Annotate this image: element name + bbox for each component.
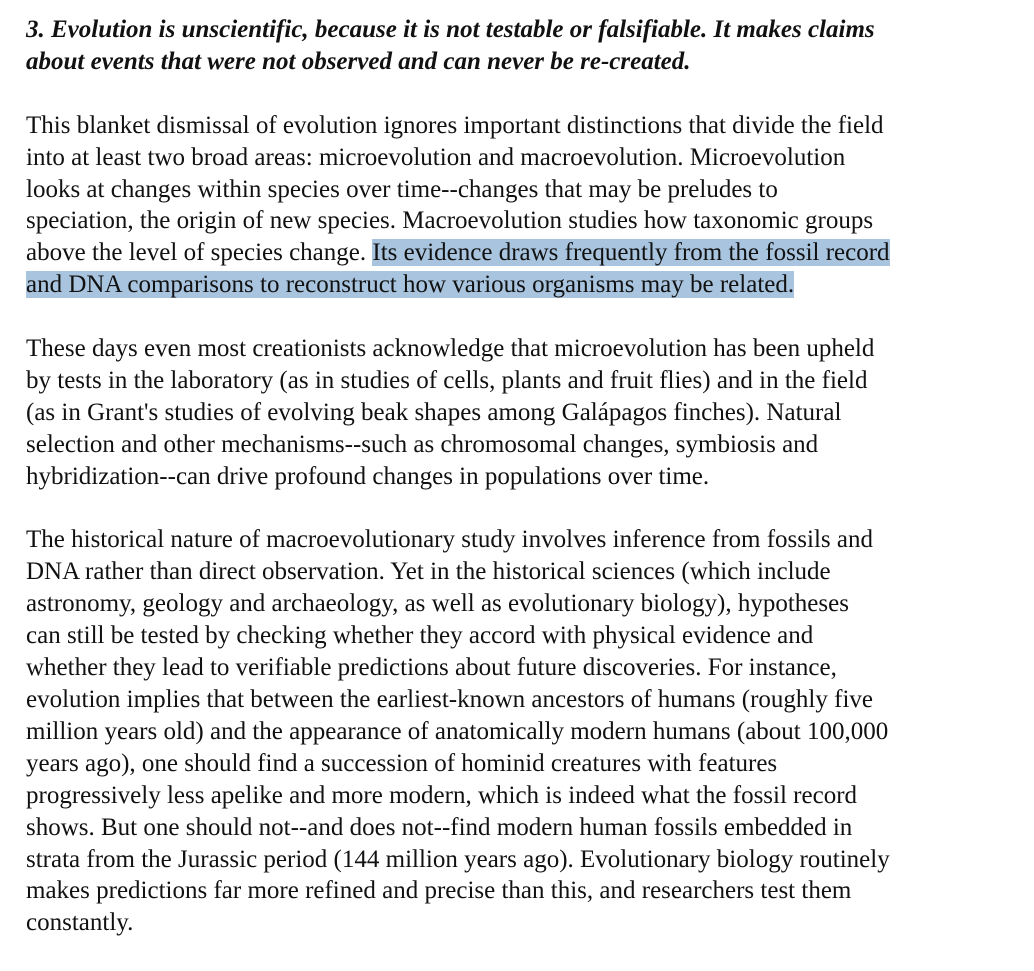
text-line: DNA rather than direct observation. Yet in the historical sciences (which include: [26, 558, 831, 586]
text-line: evolution implies that between the earliest-known ancestors of humans (roughly five: [26, 685, 873, 713]
heading-line: about events that were not observed and can never be re-created.: [26, 47, 691, 75]
text-line: speciation, the origin of new species. Macroevolution studies how taxonomic groups: [26, 207, 874, 235]
text-line: These days even most creationists acknowledge that microevolution has been upheld: [26, 335, 875, 363]
text-line: strata from the Jurassic period (144 million years ago). Evolutionary biology routinely: [26, 845, 890, 873]
text-line: constantly.: [26, 909, 134, 937]
text-line: progressively less apelike and more modern, which is indeed what the fossil record: [26, 781, 858, 809]
text-line: selection and other mechanisms--such as chromosomal changes, symbiosis and: [26, 430, 819, 458]
text-line: [26, 269, 1011, 301]
text-line: can still be tested by checking whether they accord with physical evidence and: [26, 622, 814, 650]
text-line: (as in Grant's studies of evolving beak shapes among Galápagos finches). Natural: [26, 398, 842, 426]
paragraph-creationists: [26, 333, 1011, 493]
selected-text-highlight[interactable]: and DNA comparisons to reconstruct how various organisms may be related.: [26, 271, 795, 299]
text-line: This blanket dismissal of evolution ignores important distinctions that divide the field: [26, 111, 884, 139]
text-line: astronomy, geology and archaeology, as well as evolutionary biology), hypotheses: [26, 590, 849, 618]
text-line: whether they lead to verifiable predictions about future discoveries. For instance,: [26, 654, 837, 682]
text-line: looks at changes within species over time--changes that may be preludes to: [26, 175, 778, 203]
paragraph-historical-nature: [26, 524, 1011, 939]
document-page: [26, 14, 1011, 971]
text-line: million years old) and the appearance of anatomically modern humans (about 100,000: [26, 717, 889, 745]
text-line: by tests in the laboratory (as in studies of cells, plants and fruit flies) and in the field: [26, 366, 868, 394]
section-heading: [26, 14, 1011, 78]
text-span: above the level of species change.: [26, 239, 373, 267]
text-line: years ago), one should find a succession of hominid creatures with features: [26, 749, 778, 777]
selected-text-highlight[interactable]: Its evidence draws frequently from the fossil record: [372, 239, 890, 267]
text-line: hybridization--can drive profound changes in populations over time.: [26, 462, 710, 490]
text-line: The historical nature of macroevolutionary study involves inference from fossils and: [26, 526, 873, 554]
text-line: shows. But one should not--and does not--find modern human fossils embedded in: [26, 813, 853, 841]
heading-line: 3. Evolution is unscientific, because it is not testable or falsifiable. It makes claims: [26, 16, 875, 43]
text-line: makes predictions far more refined and precise than this, and researchers test them: [26, 877, 852, 905]
paragraph-microevolution-macroevolution: [26, 110, 1011, 301]
text-line: [26, 237, 1011, 269]
text-line: into at least two broad areas: microevolution and macroevolution. Microevolution: [26, 143, 846, 171]
